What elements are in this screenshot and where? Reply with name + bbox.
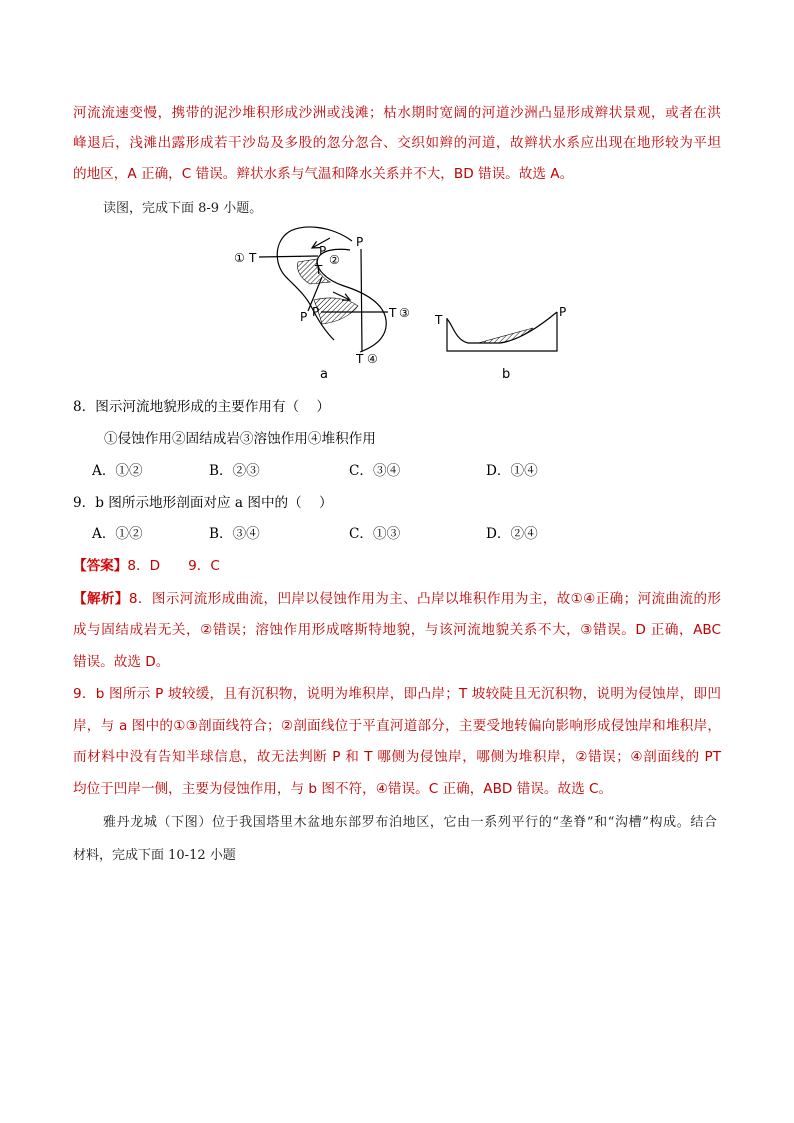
section-4-number: ④ <box>367 352 378 366</box>
section-3-p-label: P <box>312 305 320 319</box>
analysis-text-1: 8．图示河流形成曲流，凹岸以侵蚀作用为主、凸岸以堆积作用为主，故①④正确；河流曲流的形 <box>128 591 721 607</box>
answer-line <box>73 556 721 576</box>
q9-choices <box>73 524 721 544</box>
section-2-p-label: P <box>300 310 308 324</box>
q9-choice-d: D．②④ <box>486 526 538 542</box>
analysis-line-5: 岸，与 a 图中的①③剖面线符合；②剖面线位于平直河道部分，主要受地转偏向影响形成侵蚀岸和堆积岸， <box>73 718 721 734</box>
section-1-number: ① <box>234 251 245 265</box>
q8-statements: ①侵蚀作用②固结成岩③溶蚀作用④堆积作用 <box>104 431 376 447</box>
section-2-t-label: T <box>315 263 323 277</box>
section-3-t-label: T <box>389 306 397 320</box>
profile-deposit-hatch <box>478 328 533 343</box>
answer-tag: 【答案】 <box>73 558 128 574</box>
prev-explanation-line-3: 的地区，A 正确，C 错误。辫状水系与气温和降水关系并不大，BD 错误。故选 A。 <box>73 166 574 182</box>
section-line-4 <box>361 249 362 352</box>
section-3-number: ③ <box>399 306 410 320</box>
section-4-t-label: T <box>356 352 364 366</box>
analysis-line-4: 9．b 图所示 P 坡较缓，且有沉积物，说明为堆积岸，即凸岸；T 坡较陡且无沉积物，说明为侵蚀岸，即凹 <box>73 686 721 702</box>
analysis-line-2: 成与固结成岩无关，②错误；溶蚀作用形成喀斯特地貌，与该河流地貌关系不大，③错误。D 正确，ABC <box>73 622 721 638</box>
profile-t-label: T <box>435 313 443 327</box>
answer-q8: 8．D <box>127 558 161 574</box>
q9-choice-b: B．③④ <box>209 526 260 542</box>
next-intro-line-2: 材料，完成下面 10-12 小题 <box>73 848 236 863</box>
prev-explanation-line-2: 峰退后，浅滩出露形成若干沙岛及多股的忽分忽合、交织如辫的河道，故辫状水系应出现在地形较为平坦 <box>73 135 721 151</box>
profile-frame <box>447 312 557 351</box>
figure-b-caption: b <box>502 367 511 382</box>
section-line-1 <box>259 256 318 257</box>
q9-stem: 9．b 图所示地形剖面对应 a 图中的（ ） <box>73 495 333 511</box>
prev-explanation-line-1: 河流流速变慢，携带的泥沙堆积形成沙洲或浅滩；枯水期时宽阔的河道沙洲凸显形成辫状景观，或者在洪 <box>73 105 721 121</box>
q9-choice-a: A．①② <box>92 526 143 542</box>
q8-choice-b: B．②③ <box>209 463 260 479</box>
deposit-hatch-upper <box>298 259 331 284</box>
analysis-line-1 <box>73 589 721 609</box>
section-1-p-label: P <box>319 244 327 258</box>
q8-choice-a: A．①② <box>92 463 143 479</box>
q8-choice-d: D．①④ <box>486 463 538 479</box>
profile-p-label: P <box>559 305 567 319</box>
figure-a-caption: a <box>320 367 328 382</box>
deposit-hatch-lower <box>314 298 358 324</box>
section-4-p-label: P <box>356 235 364 249</box>
q8-choice-c: C．③④ <box>349 463 401 479</box>
q8-stem: 8．图示河流地貌形成的主要作用有（ ） <box>73 399 331 415</box>
section-1-t-label: T <box>249 251 257 265</box>
analysis-line-3: 错误。故选 D。 <box>73 654 170 670</box>
question-group-intro: 读图，完成下面 8-9 小题。 <box>103 201 263 216</box>
answer-q9: 9．C <box>188 558 220 574</box>
q9-choice-c: C．①③ <box>349 526 401 542</box>
q8-choices <box>73 461 721 481</box>
analysis-tag: 【解析】 <box>73 591 129 607</box>
next-intro-line-1: 雅丹龙城（下图）位于我国塔里木盆地东部罗布泊地区，它由一系列平行的“垄脊”和“沟槽”构成。结合 <box>103 815 717 830</box>
section-2-number: ② <box>329 253 340 267</box>
analysis-line-7: 均位于凹岸一侧，主要为侵蚀作用，与 b 图不符，④错误。C 正确，ABD 错误。故选 C。 <box>73 781 613 797</box>
analysis-line-6: 而材料中没有告知半球信息，故无法判断 P 和 T 哪侧为侵蚀岸，哪侧为堆积岸，②错误；④剖面线的 PT <box>73 749 721 765</box>
river-meander-figure <box>225 222 575 384</box>
